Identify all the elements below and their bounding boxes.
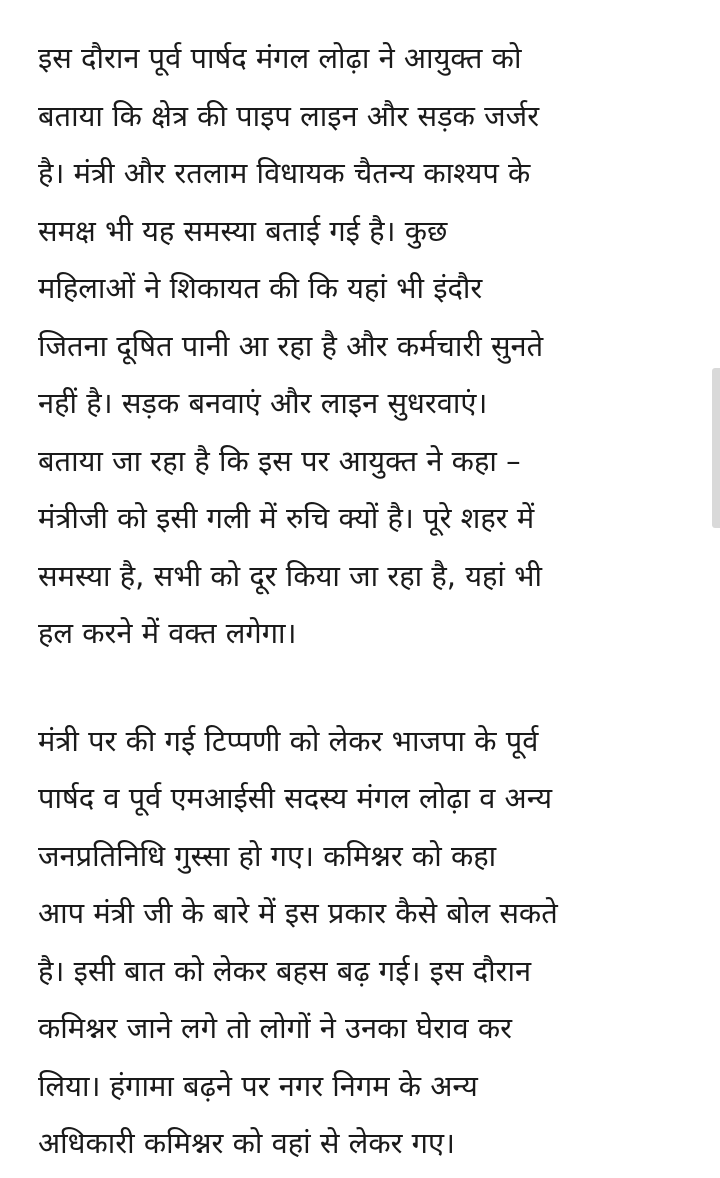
article-paragraph-2 <box>38 713 688 1173</box>
paragraph-line: महिलाओं ने शिकायत की कि यहां भी इंदौर <box>38 271 483 305</box>
paragraph-line: समस्या है, सभी को दूर किया जा रहा है, यहां भी <box>38 558 543 593</box>
paragraph-line: आप मंत्री जी के बारे में इस प्रकार कैसे बोल सकते <box>38 896 558 930</box>
paragraph-line: अधिकारी कमिश्नर को वहां से लेकर गए। <box>38 1126 456 1160</box>
paragraph-line: पार्षद व पूर्व एमआईसी सदस्य मंगल लोढ़ा व अन्य <box>38 781 553 815</box>
paragraph-line: लिया। हंगामा बढ़ने पर नगर निगम के अन्य <box>38 1068 478 1103</box>
paragraph-line: जनप्रतिनिधि गुस्सा हो गए। कमिश्नर को कहा <box>38 838 497 873</box>
scrollbar-thumb[interactable] <box>712 368 720 528</box>
paragraph-spacer <box>38 663 688 713</box>
paragraph-line: इस दौरान पूर्व पार्षद मंगल लोढ़ा ने आयुक्त को <box>38 41 522 75</box>
paragraph-line: नहीं है। सड़क बनवाएं और लाइन सुधरवाएं। <box>38 386 488 420</box>
paragraph-line: मंत्रीजी को इसी गली में रुचि क्यों है। पूरे शहर में <box>38 501 535 535</box>
article-body <box>38 30 688 1173</box>
paragraph-line: जितना दूषित पानी आ रहा है और कर्मचारी सुनते <box>38 328 544 363</box>
paragraph-line: मंत्री पर की गई टिप्पणी को लेकर भाजपा के पूर्व <box>38 723 539 758</box>
paragraph-line: समक्ष भी यह समस्या बताई गई है। कुछ <box>38 213 448 248</box>
paragraph-line: है। इसी बात को लेकर बहस बढ़ गई। इस दौरान <box>38 953 532 988</box>
paragraph-line: हल करने में वक्त लगेगा। <box>38 616 297 650</box>
paragraph-line: है। मंत्री और रतलाम विधायक चैतन्य काश्यप के <box>38 156 531 190</box>
paragraph-line: बताया जा रहा है कि इस पर आयुक्त ने कहा – <box>38 443 521 478</box>
paragraph-line: कमिश्नर जाने लगे तो लोगों ने उनका घेराव कर <box>38 1011 513 1045</box>
article-paragraph-1 <box>38 30 688 663</box>
paragraph-line: बताया कि क्षेत्र की पाइप लाइन और सड़क जर्जर <box>38 98 540 133</box>
